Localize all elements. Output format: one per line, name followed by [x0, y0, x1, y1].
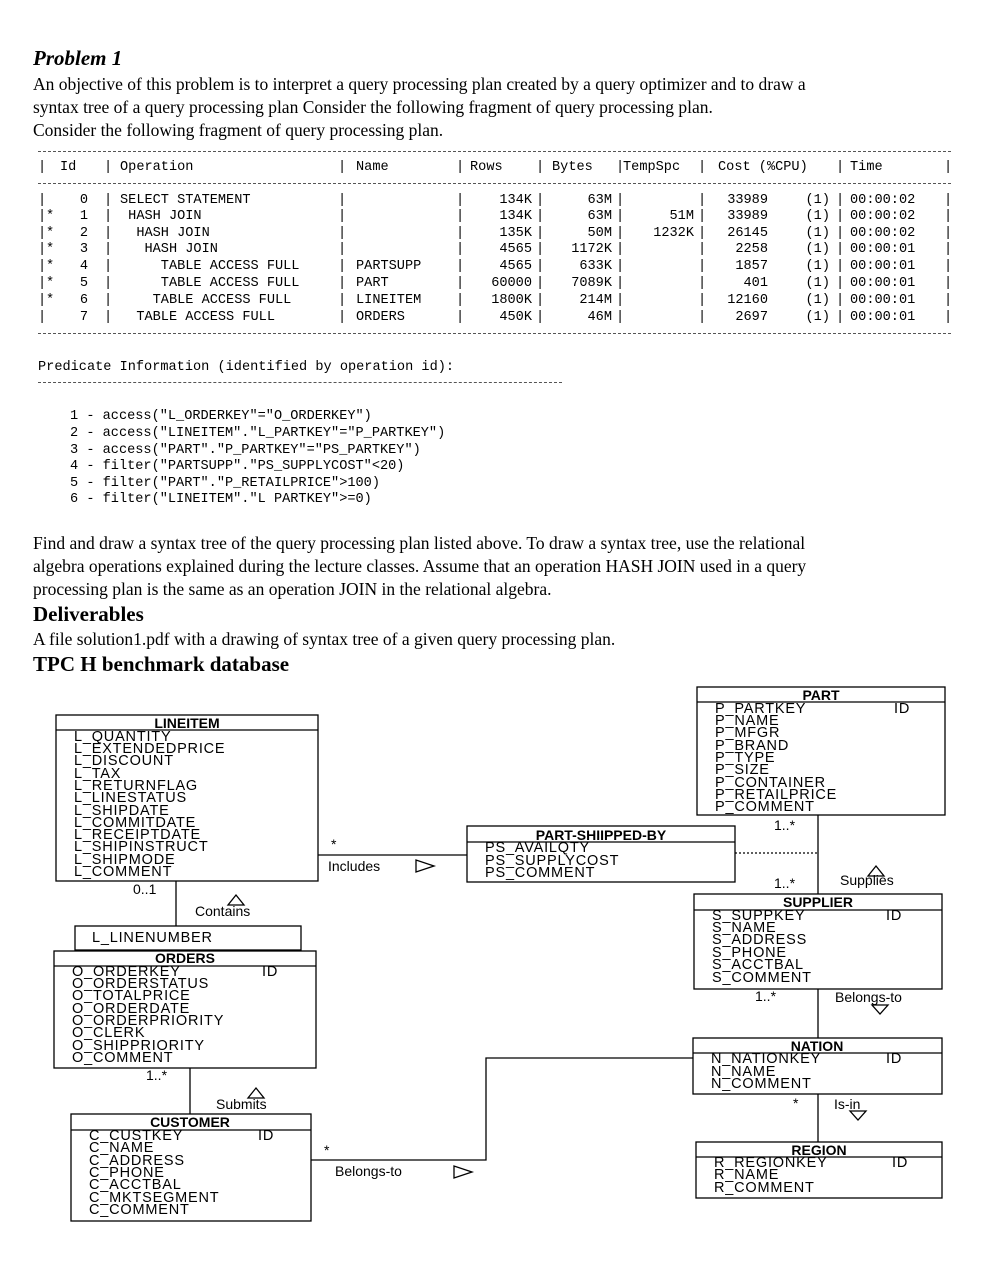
- svg-text:N_NAME: N_NAME: [711, 1064, 777, 1080]
- svg-text:O_SHIPPRIORITY: O_SHIPPRIORITY: [72, 1038, 205, 1054]
- svg-text:L_LINESTATUS: L_LINESTATUS: [74, 790, 188, 806]
- col-operation: Operation: [120, 160, 194, 175]
- svg-text:L_SHIPINSTRUCT: L_SHIPINSTRUCT: [74, 839, 209, 855]
- svg-text:PS_COMMENT: PS_COMMENT: [485, 865, 596, 881]
- plan-row: | 7 | TABLE ACCESS FULL | ORDERS | 450K | 46M | | 2697 (1) | 00:00:01 |: [38, 310, 953, 325]
- svg-text:O_ORDERKEY: O_ORDERKEY: [72, 964, 181, 980]
- svg-text:P_SIZE: P_SIZE: [715, 762, 770, 778]
- belongs-to-customer-arrow-icon: [454, 1166, 472, 1178]
- svg-text:L_COMMITDATE: L_COMMITDATE: [74, 815, 197, 831]
- belongs-to-customer-label: Belongs-to: [335, 1163, 402, 1179]
- col-tempspc: TempSpc: [623, 160, 681, 175]
- customer-nation-line: [311, 1058, 693, 1160]
- col-bytes: Bytes: [552, 160, 593, 175]
- multiplicity: *: [793, 1095, 799, 1111]
- svg-text:O_TOTALPRICE: O_TOTALPRICE: [72, 988, 191, 1004]
- supplier-title: SUPPLIER: [782, 894, 854, 910]
- svg-text:O_ORDERDATE: O_ORDERDATE: [72, 1001, 191, 1017]
- svg-text:L_DISCOUNT: L_DISCOUNT: [74, 753, 174, 769]
- multiplicity: 1..*: [755, 988, 777, 1004]
- svg-text:P_NAME: P_NAME: [715, 713, 780, 729]
- col-name: Name: [356, 160, 389, 175]
- tpch-heading: TPC H benchmark database: [33, 652, 290, 676]
- nation-attrs: [711, 1051, 902, 1092]
- orders-attrs: [72, 964, 278, 1066]
- svg-text:L_RECEIPTDATE: L_RECEIPTDATE: [74, 827, 201, 843]
- col-cost: Cost (%CPU): [718, 160, 808, 175]
- svg-text:ID: ID: [262, 964, 279, 980]
- svg-text:ID: ID: [886, 1051, 903, 1067]
- svg-text:P_COMMENT: P_COMMENT: [715, 799, 815, 815]
- svg-text:P_TYPE: P_TYPE: [715, 750, 776, 766]
- svg-text:P_PARTKEY: P_PARTKEY: [715, 701, 807, 717]
- svg-text:P_MFGR: P_MFGR: [715, 725, 781, 741]
- col-rows: Rows: [470, 160, 503, 175]
- problem-title: Problem 1: [33, 46, 123, 70]
- part-attrs: [715, 701, 910, 815]
- predicate-item: 4 - filter("PARTSUPP"."PS_SUPPLYCOST"<20): [70, 459, 405, 474]
- task-line: algebra operations explained during the lecture classes. Assume that an operation HASH JOIN used in a query: [33, 556, 807, 576]
- nation-title: NATION: [790, 1038, 844, 1054]
- supplies-label: Supplies: [840, 872, 894, 888]
- plan-row: | * 6 | TABLE ACCESS FULL | LINEITEM | 1800K | 214M | | 12160 (1) | 00:00:01 |: [38, 293, 953, 308]
- svg-text:L_SHIPMODE: L_SHIPMODE: [74, 852, 176, 868]
- partsupp-title: PART-SHIIPPED-BY: [535, 827, 667, 843]
- svg-text:S_PHONE: S_PHONE: [712, 945, 787, 961]
- svg-text:C_CUSTKEY: C_CUSTKEY: [89, 1128, 184, 1144]
- predicate-item: 1 - access("L_ORDERKEY"="O_ORDERKEY"): [70, 409, 372, 424]
- belongs-to-arrow-icon: [872, 1005, 888, 1014]
- submits-label: Submits: [216, 1096, 267, 1112]
- multiplicity: 1..*: [774, 875, 796, 891]
- predicate-title: Predicate Information (identified by operation id):: [38, 360, 455, 375]
- region-attrs: [714, 1155, 908, 1196]
- multiplicity: 0..1: [133, 881, 157, 897]
- svg-text:S_COMMENT: S_COMMENT: [712, 970, 812, 986]
- plan-row: | * 3 | HASH JOIN | | 4565 | 1172K | | 2258 (1) | 00:00:01 |: [38, 242, 953, 257]
- predicate-item: 5 - filter("PART"."P_RETAILPRICE">100): [70, 476, 380, 491]
- svg-text:C_ADDRESS: C_ADDRESS: [89, 1153, 185, 1169]
- svg-text:P_RETAILPRICE: P_RETAILPRICE: [715, 787, 838, 803]
- intro-line: Consider the following fragment of query processing plan.: [33, 120, 444, 140]
- multiplicity: *: [324, 1142, 330, 1158]
- svg-text:R_COMMENT: R_COMMENT: [714, 1180, 815, 1196]
- svg-text:S_NAME: S_NAME: [712, 920, 777, 936]
- svg-text:L_COMMENT: L_COMMENT: [74, 864, 173, 880]
- svg-text:S_ADDRESS: S_ADDRESS: [712, 932, 808, 948]
- predicate-item: 6 - filter("LINEITEM"."L PARTKEY">=0): [70, 492, 372, 507]
- predicate-item: 3 - access("PART"."P_PARTKEY"="PS_PARTKEY"): [70, 443, 421, 458]
- plan-row: | 0 | SELECT STATEMENT | | 134K | 63M | | 33989 (1) | 00:00:02 |: [38, 193, 953, 208]
- svg-text:C_NAME: C_NAME: [89, 1140, 155, 1156]
- plan-row: | * 5 | TABLE ACCESS FULL | PART | 60000 | 7089K | | 401 (1) | 00:00:01 |: [38, 276, 953, 291]
- col-id: Id: [60, 160, 77, 175]
- svg-text:O_COMMENT: O_COMMENT: [72, 1050, 174, 1066]
- lineitem-title: LINEITEM: [154, 715, 220, 731]
- svg-text:S_ACCTBAL: S_ACCTBAL: [712, 957, 804, 973]
- contains-label: Contains: [195, 903, 251, 919]
- svg-text:S_SUPPKEY: S_SUPPKEY: [712, 908, 806, 924]
- is-in-arrow-icon: [850, 1111, 866, 1120]
- svg-text:ID: ID: [894, 701, 911, 717]
- part-title: PART: [802, 687, 840, 703]
- svg-text:P_BRAND: P_BRAND: [715, 738, 790, 754]
- belongs-to-supplier-label: Belongs-to: [835, 989, 902, 1005]
- svg-text:L_TAX: L_TAX: [74, 766, 122, 782]
- is-in-label: Is-in: [834, 1096, 861, 1112]
- svg-text:P_CONTAINER: P_CONTAINER: [715, 775, 826, 791]
- svg-text:ID: ID: [886, 908, 903, 924]
- svg-text:R_NAME: R_NAME: [714, 1167, 780, 1183]
- multiplicity: 1..*: [146, 1067, 168, 1083]
- svg-text:C_ACCTBAL: C_ACCTBAL: [89, 1177, 182, 1193]
- partsupp-attrs: [485, 840, 619, 881]
- svg-text:N_COMMENT: N_COMMENT: [711, 1076, 812, 1092]
- svg-text:C_PHONE: C_PHONE: [89, 1165, 165, 1181]
- task-line: processing plan is the same as an operation JOIN in the relational algebra.: [33, 579, 552, 599]
- intro-line: syntax tree of a query processing plan Consider the following fragment of query processing plan.: [33, 97, 713, 117]
- orders-title: ORDERS: [155, 950, 215, 966]
- svg-text:L_QUANTITY: L_QUANTITY: [74, 729, 172, 745]
- deliverables-text: A file solution1.pdf with a drawing of syntax tree of a given query processing plan.: [33, 629, 616, 649]
- svg-text:PS_AVAILQTY: PS_AVAILQTY: [485, 840, 590, 856]
- svg-text:O_CLERK: O_CLERK: [72, 1025, 146, 1041]
- task-line: Find and draw a syntax tree of the query processing plan listed above. To draw a syntax tree, use the relational: [33, 533, 806, 553]
- linenumber-label: L_LINENUMBER: [92, 930, 213, 946]
- customer-attrs: [89, 1128, 274, 1218]
- includes-arrow-icon: [416, 860, 434, 872]
- plan-row: | * 4 | TABLE ACCESS FULL | PARTSUPP | 4565 | 633K | | 1857 (1) | 00:00:01 |: [38, 259, 953, 274]
- svg-text:O_ORDERPRIORITY: O_ORDERPRIORITY: [72, 1013, 225, 1029]
- svg-text:O_ORDERSTATUS: O_ORDERSTATUS: [72, 976, 210, 992]
- svg-text:R_REGIONKEY: R_REGIONKEY: [714, 1155, 828, 1171]
- plan-row: | * 2 | HASH JOIN | | 135K | 50M | 1232K | 26145 (1) | 00:00:02 |: [38, 226, 953, 241]
- region-title: REGION: [791, 1142, 847, 1158]
- deliverables-heading: Deliverables: [33, 602, 144, 626]
- supplier-attrs: [712, 908, 902, 986]
- plan-header-row: | Id | Operation | Name | Rows | Bytes | TempSpc | Cost (%CPU) | Time |: [38, 160, 953, 175]
- svg-text:L_EXTENDEDPRICE: L_EXTENDEDPRICE: [74, 741, 226, 757]
- multiplicity: 1..*: [774, 817, 796, 833]
- customer-title: CUSTOMER: [150, 1114, 230, 1130]
- svg-text:L_SHIPDATE: L_SHIPDATE: [74, 803, 170, 819]
- plan-row: | * 1 | HASH JOIN | | 134K | 63M | 51M | 33989 (1) | 00:00:02 |: [38, 209, 953, 224]
- svg-text:ID: ID: [892, 1155, 909, 1171]
- svg-text:ID: ID: [258, 1128, 275, 1144]
- lineitem-attrs: [74, 729, 225, 880]
- includes-label: Includes: [328, 858, 381, 874]
- multiplicity: *: [331, 836, 337, 852]
- svg-text:PS_SUPPLYCOST: PS_SUPPLYCOST: [485, 853, 620, 869]
- svg-text:L_RETURNFLAG: L_RETURNFLAG: [74, 778, 199, 794]
- svg-text:C_COMMENT: C_COMMENT: [89, 1202, 190, 1218]
- col-time: Time: [850, 160, 883, 175]
- svg-text:C_MKTSEGMENT: C_MKTSEGMENT: [89, 1190, 220, 1206]
- svg-text:N_NATIONKEY: N_NATIONKEY: [711, 1051, 822, 1067]
- intro-line: An objective of this problem is to interpret a query processing plan created by a query optimizer and to draw a: [33, 74, 806, 94]
- predicate-item: 2 - access("LINEITEM"."L_PARTKEY"="P_PARTKEY"): [70, 426, 446, 441]
